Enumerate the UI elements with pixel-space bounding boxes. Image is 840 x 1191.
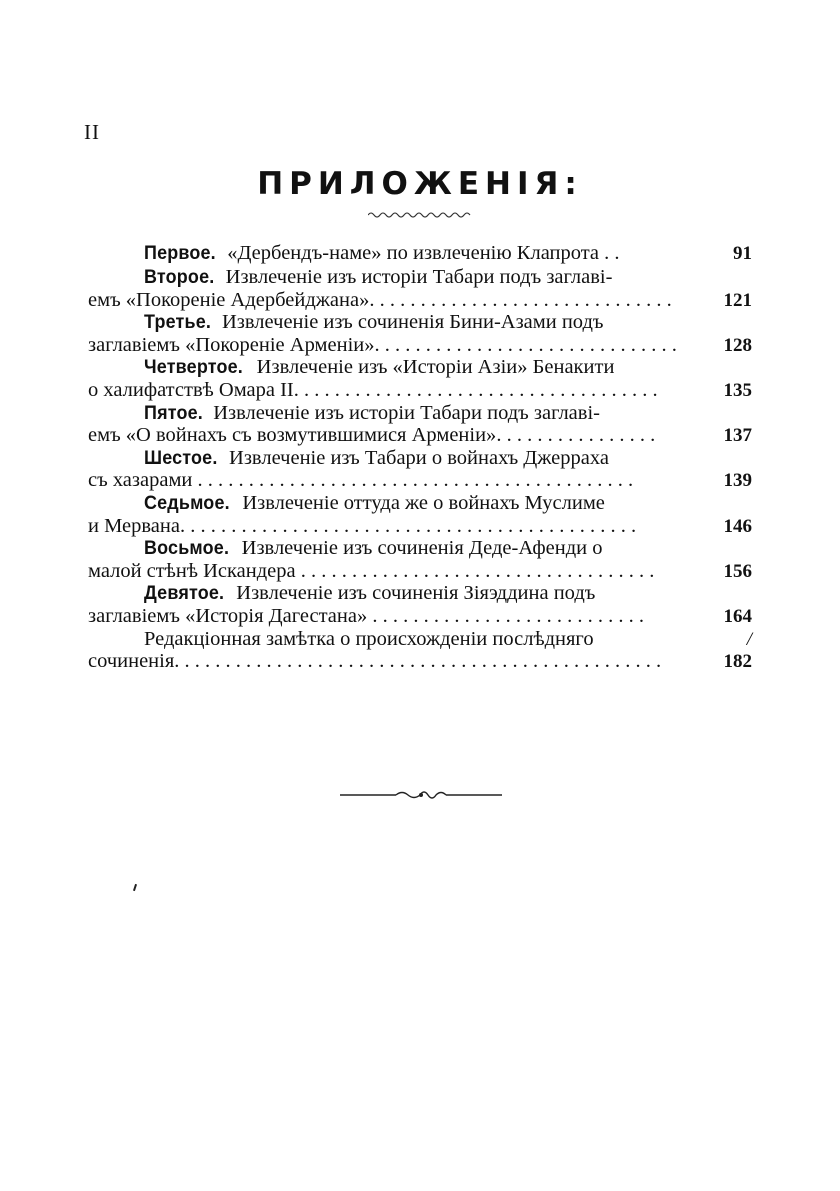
toc-entry-label: Пятое. xyxy=(144,401,203,424)
toc-entry-title: «Дербендъ-наме» по извлеченію Клапрота xyxy=(227,242,600,264)
toc-entry-continuation: о халифатствѣ Омара II xyxy=(88,378,294,401)
toc-page-number: 146 xyxy=(723,515,752,537)
toc-entry xyxy=(88,582,752,627)
toc-entry xyxy=(88,356,752,401)
toc-entry-title: Извлеченіе оттуда же о войнахъ Муслиме xyxy=(242,491,605,514)
toc-entry-text xyxy=(144,240,696,266)
toc-entry xyxy=(88,537,752,582)
leader-dots: . . . . . . . . . . . . . . . . . . . . . . . . . . . . . . . . . . . . . . . . . . . . . . . . xyxy=(174,650,662,673)
ink-speck xyxy=(133,884,137,891)
toc-entry-label: Шестое. xyxy=(144,446,218,469)
toc-entry-label: Восьмое. xyxy=(144,537,230,560)
toc-entry-title: Извлеченіе изъ «Исторіи Азіи» Бенакити xyxy=(256,356,615,379)
toc-entry-label: Девятое. xyxy=(144,582,225,605)
toc-page-number: 121 xyxy=(723,289,752,311)
toc-entry-title: Извлеченіе изъ исторіи Табари подъ заглаві- xyxy=(225,266,613,288)
page-title: ПРИЛОЖЕНІЯ: xyxy=(257,166,583,202)
toc-entry-title: Редакціонная замѣтка о происхожденіи послѣдняго xyxy=(144,627,594,650)
toc-entry xyxy=(88,266,752,311)
toc-page-number: 135 xyxy=(723,379,752,401)
leader-dots: . . . . . . . . . . . . . . . . . . . . . . . . . . . . . . . . . . . . . . . . . . . xyxy=(197,469,634,492)
toc-entry-title: Извлеченіе изъ исторіи Табари подъ заглаві- xyxy=(213,401,600,424)
toc-entry xyxy=(88,402,752,447)
leader-dots: . . xyxy=(604,242,620,264)
toc-entry xyxy=(88,447,752,492)
toc-entry-title: Извлеченіе изъ сочиненія Бини-Азами подъ xyxy=(222,311,604,334)
toc-entry-continuation: малой стѣнѣ Искандера xyxy=(88,559,296,582)
toc-entry-continuation: заглавіемъ «Покореніе Арменіи» xyxy=(88,333,375,356)
ornamental-divider-icon xyxy=(340,786,502,804)
toc-entry-continuation: съ хазарами xyxy=(88,469,193,492)
leader-dots: . . . . . . . . . . . . . . . . . . . . . . . . . . . . . . xyxy=(374,333,677,356)
toc-entry-editorial-note xyxy=(88,628,752,673)
toc-page-number: 128 xyxy=(723,334,752,356)
leader-dots: . . . . . . . . . . . . . . . . . . . . . . . . . . . . . . . . . . . . xyxy=(293,378,658,401)
toc-entry-title: Извлеченіе изъ сочиненія Деде-Афенди о xyxy=(241,537,603,560)
toc-entry-label: Второе. xyxy=(144,266,215,288)
toc-page-number: 164 xyxy=(723,605,752,627)
leader-dots: . . . . . . . . . . . . . . . . . . . . . . . . . . . . . . xyxy=(369,288,672,311)
toc-entry-continuation: и Мервана xyxy=(88,514,180,537)
toc-entry-title: Извлеченіе изъ сочиненія Зіяэддина подъ xyxy=(236,582,596,605)
toc-entry-label: Третье. xyxy=(144,311,212,334)
toc-page-number: 137 xyxy=(723,425,752,447)
leader-dots: . . . . . . . . . . . . . . . . . . . . . . . . . . . . . . . . . . . xyxy=(300,559,655,582)
leader-dots: . . . . . . . . . . . . . . . . xyxy=(496,424,656,447)
toc-entry-label: Первое. xyxy=(144,242,216,264)
table-of-contents xyxy=(88,240,752,673)
toc-page-number: 139 xyxy=(723,470,752,492)
leader-dots: . . . . . . . . . . . . . . . . . . . . . . . . . . . . . . . . . . . . . . . . . . . . . xyxy=(179,514,637,537)
page-number: II xyxy=(84,120,100,144)
toc-page-number: 182 xyxy=(723,651,752,673)
toc-entry-continuation: емъ «Покореніе Адербейджана» xyxy=(88,288,370,311)
toc-page-number: 91 xyxy=(733,243,752,264)
toc-entry xyxy=(88,492,752,537)
margin-mark: / xyxy=(746,628,752,650)
toc-entry-continuation: емъ «О войнахъ съ возмутившимися Арменіи» xyxy=(88,424,497,447)
toc-entry-title: Извлеченіе изъ Табари о войнахъ Джерраха xyxy=(229,446,609,469)
toc-entry-continuation: заглавіемъ «Исторія Дагестана» xyxy=(88,604,368,627)
toc-page-number: 156 xyxy=(723,560,752,582)
toc-entry-label: Четвертое. xyxy=(144,356,243,379)
toc-entry xyxy=(88,240,752,266)
wavy-divider-icon xyxy=(368,210,474,220)
leader-dots: . . . . . . . . . . . . . . . . . . . . . . . . . . . xyxy=(372,604,644,627)
toc-entry-continuation: сочиненія xyxy=(88,650,175,673)
toc-entry-label: Седьмое. xyxy=(144,491,230,514)
toc-entry xyxy=(88,311,752,356)
